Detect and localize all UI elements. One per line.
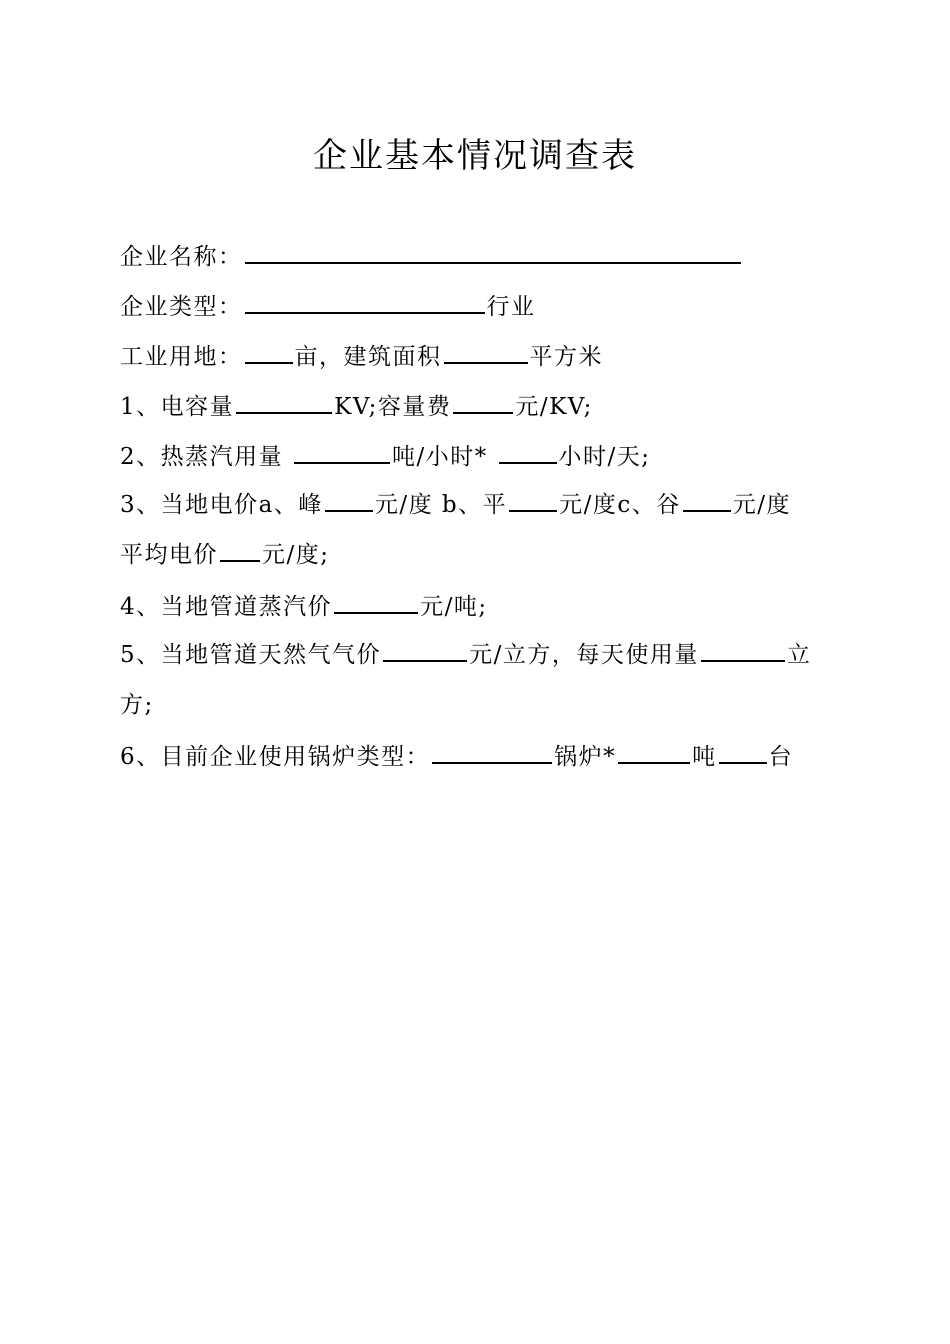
item-2-prefix: 2、热蒸汽用量	[120, 444, 284, 470]
hours-per-day-blank[interactable]	[499, 440, 557, 464]
item-6-row	[120, 740, 793, 772]
item-5-prefix: 5、当地管道天然气气价	[120, 642, 382, 668]
land-label: 工业用地：	[120, 344, 243, 370]
company-name-row	[120, 240, 743, 272]
capacity-blank[interactable]	[236, 390, 332, 414]
land-row	[120, 340, 603, 372]
item-3-c: 元/度c、谷	[559, 492, 681, 518]
building-area-blank[interactable]	[444, 340, 528, 364]
item-1-prefix: 1、电容量	[120, 394, 235, 420]
item-3-row	[120, 480, 832, 580]
item-4-end: 元/吨;	[420, 594, 488, 620]
company-name-blank[interactable]	[245, 240, 741, 264]
valley-price-blank[interactable]	[683, 488, 731, 512]
gas-usage-blank[interactable]	[701, 638, 785, 662]
company-type-label: 企业类型：	[120, 294, 243, 320]
company-type-row	[120, 290, 536, 322]
item-5-row	[120, 630, 832, 730]
item-3-unit: 元/度	[732, 492, 792, 518]
boiler-count-blank[interactable]	[719, 740, 767, 764]
item-6-end: 台	[768, 744, 794, 770]
peak-price-blank[interactable]	[325, 488, 373, 512]
boiler-tons-blank[interactable]	[618, 740, 690, 764]
boiler-type-blank[interactable]	[432, 740, 552, 764]
item-5-end: 立方;	[120, 642, 812, 718]
land-area-blank[interactable]	[245, 340, 293, 364]
steam-price-blank[interactable]	[334, 590, 418, 614]
land-unit: 亩，建筑面积	[294, 344, 442, 370]
item-3-end: 元/度;	[262, 542, 330, 568]
item-2-mid: 吨/小时*	[391, 444, 488, 470]
gas-price-blank[interactable]	[383, 638, 467, 662]
item-3-b: 元/度 b、平	[374, 492, 508, 518]
item-5-mid: 元/立方，每天使用量	[469, 642, 699, 668]
item-3-prefix: 3、当地电价a、峰	[120, 492, 323, 518]
steam-usage-blank[interactable]	[294, 440, 390, 464]
item-4-prefix: 4、当地管道蒸汽价	[120, 594, 333, 620]
item-6-mid: 锅炉*	[554, 744, 617, 770]
item-1-row	[120, 390, 593, 422]
capacity-fee-blank[interactable]	[453, 390, 513, 414]
avg-price-blank[interactable]	[220, 538, 260, 562]
company-type-blank[interactable]	[245, 290, 485, 314]
item-4-row	[120, 590, 488, 622]
area-unit: 平方米	[529, 344, 603, 370]
item-2-row	[120, 440, 651, 472]
item-2-end: 小时/天;	[558, 444, 651, 470]
item-1-mid: KV;容量费	[334, 394, 452, 420]
item-1-end: 元/KV;	[515, 394, 593, 420]
flat-price-blank[interactable]	[509, 488, 557, 512]
item-3-avg-label: 平均电价	[120, 542, 218, 568]
page-title: 企业基本情况调查表	[313, 136, 637, 176]
company-name-label: 企业名称：	[120, 244, 243, 270]
item-6-prefix: 6、目前企业使用锅炉类型：	[120, 744, 431, 770]
item-6-mid2: 吨	[692, 744, 717, 770]
company-type-suffix: 行业	[486, 294, 536, 320]
